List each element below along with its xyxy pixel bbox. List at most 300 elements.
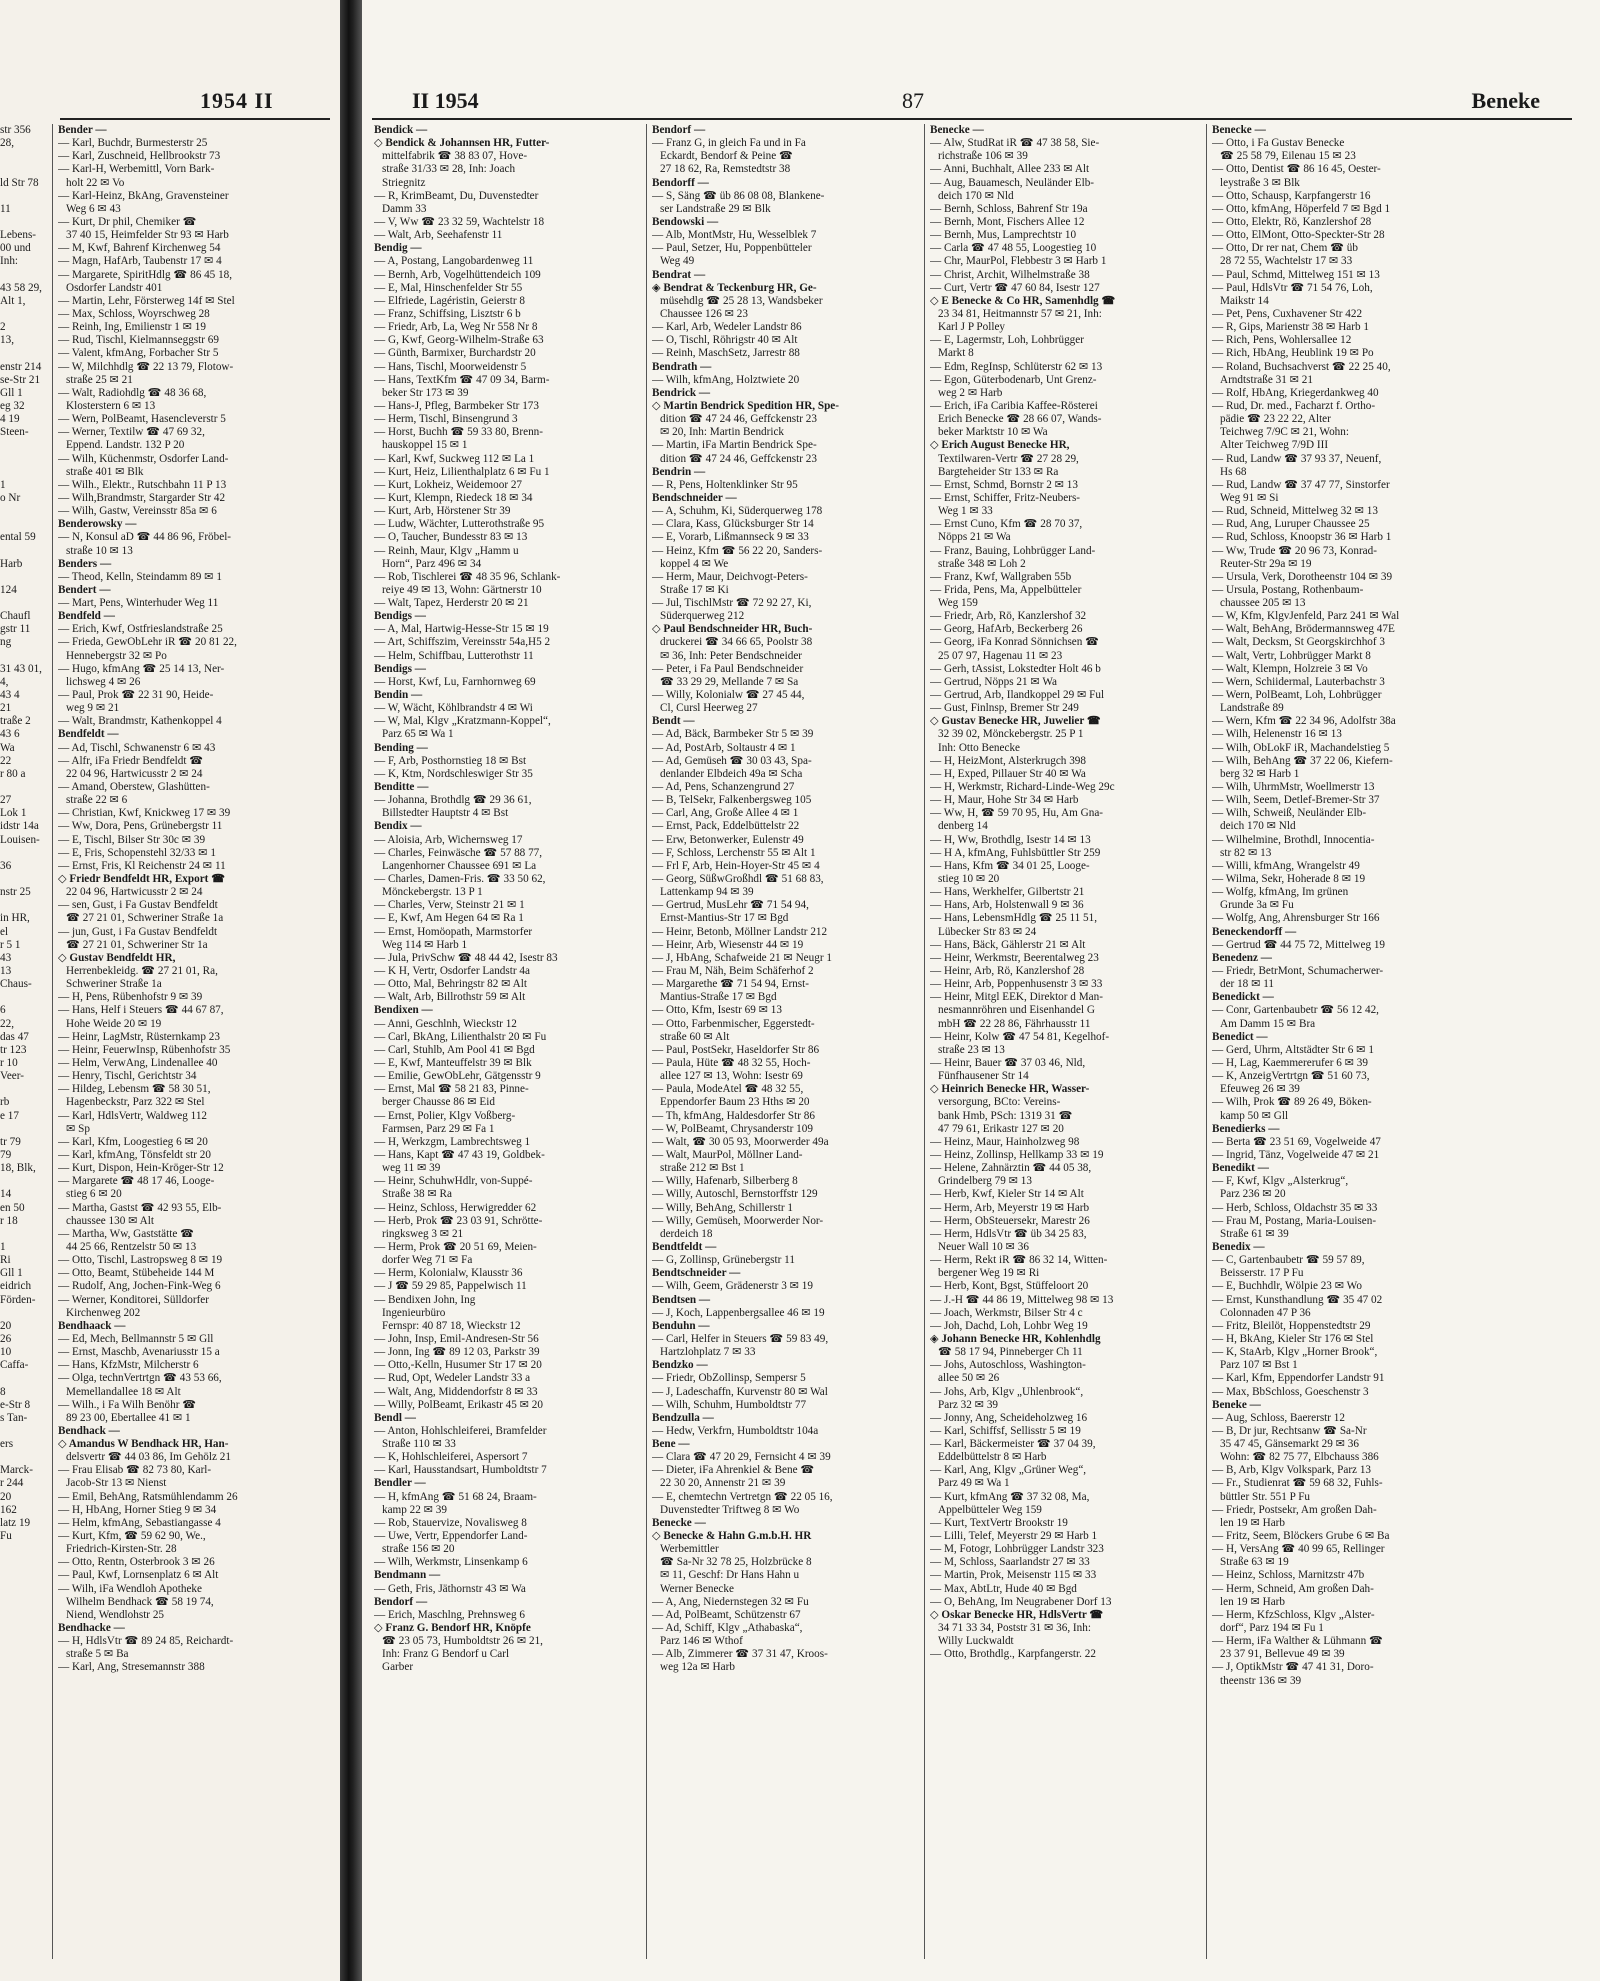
- entry-continuation: Lattenkamp 94 ✉ 39: [660, 886, 754, 899]
- entry-continuation: weg 2 ✉ Harb: [938, 386, 1003, 399]
- directory-entry: — Wilh, Gastw, Vereinsstr 85a ✉ 6: [58, 505, 217, 518]
- directory-entry: — Ernst, Schmd, Bornstr 2 ✉ 13: [930, 478, 1078, 491]
- directory-entry: — John, Insp, Emil-Andresen-Str 56: [374, 1332, 539, 1345]
- surname-heading: Bendhaack —: [58, 1319, 126, 1332]
- margin-fragment: 79: [0, 1148, 12, 1161]
- directory-entry: — Heinr, Arb, Rö, Kanzlershof 28: [930, 965, 1085, 977]
- directory-entry: — Ernst, Polier, Klgv Voßberg-: [374, 1109, 516, 1122]
- margin-fragment: idstr 14a: [0, 820, 39, 833]
- directory-entry: — Karl, Zuschneid, Hellbrookstr 73: [58, 150, 221, 163]
- directory-entry: — Joach, Werkmstr, Bilser Str 4 c: [930, 1306, 1083, 1319]
- directory-entry: — Aloisia, Arb, Wichernsweg 17: [374, 833, 523, 846]
- entry-continuation: Hartzlohplatz 7 ✉ 33: [660, 1346, 756, 1359]
- entry-continuation: beker Str 173 ✉ 39: [382, 386, 469, 399]
- margin-fragment: str 356: [0, 124, 31, 136]
- directory-entry: — Karl, Kfm, Loogestieg 6 ✉ 20: [58, 1135, 208, 1148]
- entry-continuation: ☎ 27 21 01, Schweriner Str 1a: [66, 938, 208, 951]
- directory-entry: — F, Arb, Posthornstieg 18 ✉ Bst: [374, 754, 527, 767]
- surname-heading: Bendler —: [374, 1477, 426, 1490]
- directory-entry: — Herb, Prok ☎ 23 03 91, Schrötte-: [374, 1214, 543, 1227]
- column-divider: [1206, 124, 1207, 1959]
- directory-entry: — Alw, StudRat iR ☎ 47 38 58, Sie-: [930, 137, 1100, 150]
- directory-entry: — Willy, BehAng, Schillerstr 1: [652, 1201, 793, 1214]
- directory-entry: — Rudolf, Ang, Jochen-Fink-Weg 6: [58, 1280, 221, 1293]
- directory-entry: — A, Schuhm, Ki, Süderquerweg 178: [652, 505, 823, 518]
- directory-column-1: [374, 124, 642, 1675]
- margin-fragment: Louisen-: [0, 833, 40, 846]
- margin-fragment: 43 6: [0, 728, 20, 741]
- margin-fragment: 6: [0, 1004, 6, 1017]
- margin-fragment: [0, 991, 48, 1004]
- margin-fragment: [0, 163, 48, 176]
- directory-entry: — Gust, Finlnsp, Bremer Str 249: [930, 702, 1079, 715]
- surname-heading: Bendrick —: [652, 386, 711, 399]
- directory-entry: — Karl, Kwf, Suckweg 112 ✉ La 1: [374, 452, 535, 465]
- directory-entry: — Peter, i Fa Paul Bendschneider: [652, 662, 804, 675]
- entry-continuation: chaussee 205 ✉ 13: [1220, 597, 1306, 610]
- directory-entry: — Heinz, Schloss, Herwigredder 62: [374, 1201, 537, 1214]
- surname-heading: Bendzko —: [652, 1359, 708, 1372]
- directory-entry: — Herm, KfzSchloss, Klgv „Alster-: [1212, 1608, 1375, 1621]
- entry-continuation: 27 18 62, Ra, Remstedtstr 38: [660, 163, 791, 176]
- directory-entry: — K H, Vertr, Osdorfer Landstr 4a: [374, 965, 530, 977]
- entry-continuation: Teichweg 7/9C ✉ 21, Wohn:: [1220, 426, 1349, 439]
- directory-entry: — Wilh, Geem, Grädenerstr 3 ✉ 19: [652, 1280, 813, 1293]
- entry-continuation: Parz 107 ✉ Bst 1: [1220, 1359, 1298, 1372]
- entry-continuation: Mönckebergstr. 13 P 1: [382, 886, 483, 899]
- directory-entry: — Otto, Dentist ☎ 86 16 45, Oester-: [1212, 163, 1381, 176]
- directory-entry: — Herm, Schneid, Am großen Dah-: [1212, 1582, 1374, 1595]
- directory-entry: — Walt, BehAng, Brödermannsweg 47E: [1212, 623, 1395, 636]
- directory-entry: — Friedr, BetrMont, Schumacherwer-: [1212, 965, 1384, 977]
- directory-entry: — Joh, Dachd, Loh, Lohbr Weg 19: [930, 1319, 1088, 1332]
- directory-entry: — Johs, Arb, Klgv „Uhlenbrook“,: [930, 1385, 1084, 1398]
- directory-entry: — Kurt, Kfm, ☎ 59 62 90, We.,: [58, 1530, 206, 1543]
- entry-continuation: Striegnitz: [382, 176, 426, 189]
- directory-entry: — Heinz, Kfm ☎ 56 22 20, Sanders-: [652, 544, 823, 557]
- entry-continuation: Grindelberg 79 ✉ 13: [938, 1175, 1032, 1188]
- directory-entry: — Karl, Ang, Stresemannstr 388: [58, 1661, 205, 1674]
- entry-continuation: len 19 ✉ Harb: [1220, 1595, 1285, 1608]
- directory-entry: — H, HbAng, Horner Stieg 9 ✉ 34: [58, 1503, 217, 1516]
- margin-fragment: 28,: [0, 137, 14, 150]
- entry-continuation: straße 401 ✉ Blk: [66, 465, 144, 478]
- directory-entry: — Herm, Kolonialw, Klausstr 36: [374, 1267, 523, 1280]
- directory-entry: — Jonny, Ang, Scheideholzweg 16: [930, 1411, 1088, 1424]
- directory-entry: — Wilh, iFa Wendloh Apotheke: [58, 1582, 202, 1595]
- margin-fragment: ers: [0, 1438, 14, 1451]
- margin-fragment: 22: [0, 754, 12, 767]
- entry-continuation: Memellandallee 18 ✉ Alt: [66, 1385, 181, 1398]
- directory-entry: — Rud, Tischl, Kielmannseggstr 69: [58, 334, 219, 347]
- surname-heading: Bendfeld —: [58, 610, 115, 623]
- entry-continuation: 22 04 96, Hartwicusstr 2 ✉ 24: [66, 886, 203, 899]
- directory-entry: — Otto, Kfm, Isestr 69 ✉ 13: [652, 1004, 782, 1017]
- directory-entry: — S, Säng ☎ üb 86 08 08, Blankene-: [652, 189, 825, 202]
- directory-entry: — F, Schloss, Lerchenstr 55 ✉ Alt 1: [652, 846, 816, 859]
- margin-fragment: 4,: [0, 675, 9, 688]
- directory-entry: — B, Arb, Klgv Volkspark, Parz 13: [1212, 1464, 1372, 1477]
- entry-continuation: richstraße 106 ✉ 39: [938, 150, 1028, 163]
- directory-entry: — Wilh., i Fa Wilh Benöhr ☎: [58, 1398, 197, 1411]
- directory-entry: — Karl, kfmAng, Tönsfeldt str 20: [58, 1148, 211, 1161]
- directory-entry: — Herm, Rekt iR ☎ 86 32 14, Witten-: [930, 1254, 1108, 1267]
- directory-entry: — Ludw, Wächter, Lutterothstraße 95: [374, 518, 545, 531]
- surname-heading: Bendhacke —: [58, 1622, 125, 1635]
- directory-entry: — Franz, Bauing, Lohbrügger Land-: [930, 544, 1096, 557]
- directory-entry: — Rob, Stauervize, Novalisweg 8: [374, 1516, 527, 1529]
- entry-continuation: Chaussee 126 ✉ 23: [660, 307, 748, 320]
- entry-continuation: Efeuweg 26 ✉ 39: [1220, 1083, 1300, 1096]
- entry-continuation: Am Damm 15 ✉ Bra: [1220, 1017, 1316, 1030]
- directory-entry: — Paula, Hüte ☎ 48 32 55, Hoch-: [652, 1056, 811, 1069]
- surname-heading: Bending —: [374, 741, 428, 754]
- directory-entry: — Otto, kfmAng, Höperfeld 7 ✉ Bgd 1: [1212, 202, 1391, 215]
- entry-continuation: Straße 61 ✉ 39: [1220, 1227, 1289, 1240]
- directory-entry: — Uwe, Vertr, Eppendorfer Land-: [374, 1530, 528, 1543]
- directory-entry: — Herm, HdlsVtr ☎ üb 34 25 83,: [930, 1227, 1087, 1240]
- directory-entry: ◇ Erich August Benecke HR,: [930, 439, 1070, 452]
- directory-entry: — Charles, Verw, Steinstr 21 ✉ 1: [374, 899, 525, 912]
- directory-entry: — Frau M, Postang, Maria-Louisen-: [1212, 1214, 1377, 1227]
- directory-entry: ◇ Franz G. Bendorf HR, Knöpfe: [374, 1622, 531, 1635]
- entry-continuation: Wohn: ☎ 82 75 77, Elbchauss 386: [1220, 1451, 1379, 1464]
- directory-entry: — Clara ☎ 47 20 29, Fernsicht 4 ✉ 39: [652, 1451, 831, 1464]
- directory-entry: — Franz G, in gleich Fa und in Fa: [652, 137, 806, 150]
- directory-entry: — Mart, Pens, Winterhuder Weg 11: [58, 597, 219, 610]
- directory-entry: — Wilh, Küchenmstr, Osdorfer Land-: [58, 452, 229, 465]
- surname-heading: Bendrat —: [652, 268, 706, 281]
- entry-continuation: ☎ 27 21 01, Schweriner Straße 1a: [66, 912, 224, 925]
- entry-continuation: straße 10 ✉ 13: [66, 544, 133, 557]
- directory-entry: — E, Buchhdlr, Wölpie 23 ✉ Wo: [1212, 1280, 1362, 1293]
- directory-entry: — Charles, Damen-Fris. ☎ 33 50 62,: [374, 873, 546, 886]
- directory-entry: — Wilh, BehAng ☎ 37 22 06, Kiefern-: [1212, 754, 1393, 767]
- entry-continuation: 44 25 66, Rentzelstr 50 ✉ 13: [66, 1240, 197, 1253]
- directory-entry: — Herb, Kont, Bgst, Stüffeloort 20: [930, 1280, 1089, 1293]
- margin-fragment: 13,: [0, 334, 14, 347]
- directory-entry: — Willy, PolBeamt, Erikastr 45 ✉ 20: [374, 1398, 543, 1411]
- directory-entry: — Anton, Hohlschleiferei, Bramfelder: [374, 1424, 547, 1437]
- surname-heading: Bendigs —: [374, 662, 426, 675]
- directory-entry: — Charles, Feinwäsche ☎ 57 88 77,: [374, 846, 543, 859]
- entry-continuation: 47 79 61, Erikastr 127 ✉ 20: [938, 1122, 1064, 1135]
- directory-entry: — Martha, Ww, Gaststätte ☎: [58, 1227, 195, 1240]
- entry-continuation: Inh: Franz G Bendorf u Carl: [382, 1648, 510, 1661]
- directory-entry: — Hans, KfzMstr, Milcherstr 6: [58, 1359, 199, 1372]
- directory-entry: — Kurt, kfmAng ☎ 37 32 08, Ma,: [930, 1490, 1090, 1503]
- surname-heading: Bendl —: [374, 1411, 416, 1424]
- directory-entry: — Clara, Kass, Glücksburger Str 14: [652, 518, 814, 531]
- margin-fragment: 10: [0, 1346, 12, 1359]
- directory-entry: — Heinr, Mitgl EEK, Direktor d Man-: [930, 991, 1103, 1004]
- margin-fragment: [0, 190, 48, 203]
- directory-entry: ◇ Gustav Benecke HR, Juwelier ☎: [930, 715, 1101, 728]
- margin-fragment: [0, 781, 48, 794]
- directory-entry: — E, Mal, Hinschenfelder Str 55: [374, 281, 523, 294]
- margin-fragment: 20: [0, 1319, 12, 1332]
- entry-continuation: dorf“, Parz 194 ✉ Fu 1: [1220, 1622, 1324, 1635]
- margin-fragment: Ri: [0, 1254, 11, 1267]
- directory-entry: — Otto, Schausp, Karpfangerstr 16: [1212, 189, 1371, 202]
- entry-continuation: Erich Benecke ☎ 28 66 07, Wands-: [938, 413, 1102, 426]
- directory-entry: — Christ, Archit, Wilhelmstraße 38: [930, 268, 1090, 281]
- directory-entry: — Theod, Kelln, Steindamm 89 ✉ 1: [58, 570, 222, 583]
- entry-continuation: str 82 ✉ 13: [1220, 846, 1272, 859]
- surname-heading: Benedickt —: [1212, 991, 1274, 1004]
- directory-entry: — Karl, HdlsVertr, Waldweg 112: [58, 1109, 208, 1122]
- surname-heading: Bendzulla —: [652, 1411, 714, 1424]
- directory-entry: — Bernh, Schloss, Bahrenf Str 19a: [930, 202, 1088, 215]
- entry-continuation: Garber: [382, 1661, 414, 1674]
- directory-entry: — Th, kfmAng, Haldesdorfer Str 86: [652, 1109, 815, 1122]
- directory-entry: — Wilh,Brandmstr, Stargarder Str 42: [58, 491, 226, 504]
- entry-continuation: dition ☎ 47 24 46, Geffckenstr 23: [660, 452, 817, 465]
- directory-entry: — Hans, Arb, Holstenwall 9 ✉ 36: [930, 899, 1084, 912]
- directory-entry: — Paul, Schmd, Mittelweg 151 ✉ 13: [1212, 268, 1380, 281]
- entry-continuation: denberg 14: [938, 820, 988, 833]
- surname-heading: Benecke —: [652, 1516, 706, 1529]
- directory-entry: ◇ Bendick & Johannsen HR, Futter-: [374, 137, 550, 150]
- directory-entry: — Otto, Beamt, Stübeheide 144 M: [58, 1267, 215, 1280]
- header-rule: [60, 118, 330, 120]
- margin-fragment: [0, 150, 48, 163]
- directory-entry: — Jonn, Ing ☎ 89 12 03, Parkstr 39: [374, 1346, 540, 1359]
- margin-fragment: r 5 1: [0, 938, 21, 951]
- directory-entry: — Herm, Tischl, Binsengrund 3: [374, 413, 518, 426]
- directory-entry: — Martin, iFa Martin Bendrick Spe-: [652, 439, 817, 452]
- margin-fragment: 43 4: [0, 689, 20, 702]
- page-number: 87: [902, 88, 924, 113]
- margin-fragment: 162: [0, 1503, 17, 1516]
- directory-entry: — A, Mal, Hartwig-Hesse-Str 15 ✉ 19: [374, 623, 549, 636]
- margin-fragment: Caffa-: [0, 1359, 29, 1372]
- surname-heading: Bendtschneider —: [652, 1267, 741, 1280]
- directory-entry: — Paul, PostSekr, Haseldorfer Str 86: [652, 1043, 820, 1056]
- directory-entry: — F, Kwf, Klgv „Alsterkrug“,: [1212, 1175, 1349, 1188]
- surname-heading: Bendrath —: [652, 360, 712, 373]
- entry-continuation: Neuer Wall 10 ✉ 36: [938, 1240, 1029, 1253]
- directory-entry: — G, Zollinsp, Grünebergstr 11: [652, 1254, 795, 1267]
- directory-entry: — Hedw, Verkfrn, Humboldtstr 104a: [652, 1424, 819, 1437]
- directory-entry: — Reinh, Ing, Emilienstr 1 ✉ 19: [58, 321, 206, 334]
- margin-fragment: [0, 899, 48, 912]
- entry-continuation: Parz 65 ✉ Wa 1: [382, 728, 454, 741]
- entry-continuation: straße 25 ✉ 21: [66, 373, 133, 386]
- entry-continuation: bergener Weg 19 ✉ Ri: [938, 1267, 1040, 1280]
- directory-entry: — Hans, Bäck, Gählerstr 21 ✉ Alt: [930, 938, 1086, 951]
- entry-continuation: 25 07 97, Hagenau 11 ✉ 23: [938, 649, 1063, 662]
- entry-continuation: Weg 114 ✉ Harb 1: [382, 938, 468, 951]
- margin-fragment: el: [0, 925, 9, 938]
- entry-continuation: 32 39 02, Mönckebergstr. 25 P 1: [938, 728, 1084, 741]
- directory-entry: — O, Taucher, Bundesstr 83 ✉ 13: [374, 531, 528, 544]
- surname-heading: Bendt —: [652, 715, 695, 728]
- margin-fragment: 20: [0, 1490, 12, 1503]
- surname-heading: Bendorff —: [652, 176, 709, 189]
- directory-entry: — Ad, Schiff, Klgv „Athabaska“,: [652, 1622, 803, 1635]
- directory-entry: — Gertrud, MusLehr ☎ 71 54 94,: [652, 899, 809, 912]
- margin-fragment: 8: [0, 1385, 6, 1398]
- surname-heading: Benedikt —: [1212, 1162, 1269, 1175]
- entry-continuation: Hagenbeckstr, Parz 322 ✉ Stel: [66, 1096, 205, 1109]
- entry-continuation: ☎ 58 17 94, Pinneberger Ch 11: [938, 1346, 1083, 1359]
- margin-fragment: [0, 1307, 48, 1320]
- margin-fragment: Marck-: [0, 1464, 33, 1477]
- entry-continuation: kamp 50 ✉ Gll: [1220, 1109, 1289, 1122]
- directory-entry: — Egon, Güterbodenarb, Unt Grenz-: [930, 373, 1097, 386]
- running-head: Beneke: [1471, 88, 1540, 113]
- margin-fragment: Gll 1: [0, 386, 23, 399]
- margin-fragment: tr 123: [0, 1043, 27, 1056]
- surname-heading: Bendigs —: [374, 610, 426, 623]
- directory-entry: — O, Tischl, Röhrigstr 40 ✉ Alt: [652, 334, 798, 347]
- margin-fragment: 4 19: [0, 413, 20, 426]
- column-divider: [646, 124, 647, 1959]
- surname-heading: Benecke —: [1212, 124, 1266, 136]
- margin-fragment: r 10: [0, 1056, 18, 1069]
- surname-heading: Bendig —: [374, 242, 422, 255]
- entry-continuation: straße 23 ✉ 13: [938, 1043, 1005, 1056]
- directory-entry: — Carl, BkAng, Lilienthalstr 20 ✉ Fu: [374, 1030, 547, 1043]
- directory-entry: — Heinr, FeuerwInsp, Rübenhofstr 35: [58, 1043, 231, 1056]
- margin-fragment: 1: [0, 1240, 6, 1253]
- directory-entry: — Wilh, Schweiß, Neuländer Elb-: [1212, 807, 1367, 820]
- directory-entry: — Herb, Kwf, Kieler Str 14 ✉ Alt: [930, 1188, 1084, 1201]
- margin-fragment: [0, 847, 48, 860]
- entry-continuation: Lübecker Str 83 ✉ 24: [938, 925, 1037, 938]
- margin-fragment: Förden-: [0, 1293, 36, 1306]
- directory-entry: — Kurt, Dr phil, Chemiker ☎: [58, 215, 197, 228]
- entry-continuation: Willy Luckwaldt: [938, 1635, 1014, 1648]
- directory-entry: — Frida, Pens, Ma, Appelbütteler: [930, 583, 1082, 596]
- directory-entry: — Hans, Tischl, Moorweidenstr 5: [374, 360, 527, 373]
- margin-fragment: [0, 269, 48, 282]
- margin-fragment: r 80 a: [0, 767, 26, 780]
- directory-entry: — Ernst, Kunsthandlung ☎ 35 47 02: [1212, 1293, 1383, 1306]
- left-margin-fragments: [0, 124, 48, 1543]
- directory-entry: — Ad, Bäck, Barmbeker Str 5 ✉ 39: [652, 728, 814, 741]
- directory-entry: — Margarete ☎ 48 17 46, Looge-: [58, 1175, 215, 1188]
- entry-continuation: Kirchenweg 202: [66, 1306, 141, 1319]
- entry-continuation: Reuter-Str 29a ✉ 19: [1220, 557, 1312, 570]
- margin-fragment: 11: [0, 202, 11, 215]
- margin-fragment: [0, 1175, 48, 1188]
- entry-continuation: Straße 63 ✉ 19: [1220, 1556, 1289, 1569]
- directory-entry: — W, Kfm, KlgvJenfeld, Parz 241 ✉ Wal: [1212, 610, 1400, 623]
- directory-entry: — Rud, Schloss, Knoopstr 36 ✉ Harb 1: [1212, 531, 1392, 544]
- directory-entry: ◇ Amandus W Bendhack HR, Han-: [58, 1438, 229, 1451]
- entry-continuation: Colonnaden 47 P 36: [1220, 1306, 1311, 1319]
- directory-entry: — Ad, Pens, Schanzengrund 27: [652, 781, 795, 794]
- entry-continuation: straße 22 ✉ 6: [66, 794, 128, 807]
- entry-continuation: koppel 4 ✉ We: [660, 557, 729, 570]
- entry-continuation: ☎ 23 05 73, Humboldtstr 26 ✉ 21,: [382, 1635, 543, 1648]
- entry-continuation: Osdorfer Landstr 401: [66, 281, 163, 294]
- entry-continuation: 35 47 45, Gänsemarkt 29 ✉ 36: [1220, 1438, 1359, 1451]
- entry-continuation: stieg 10 ✉ 20: [938, 873, 1000, 886]
- margin-fragment: gstr 11: [0, 623, 31, 636]
- directory-entry: — Fr., Studienrat ☎ 59 68 32, Fuhls-: [1212, 1477, 1383, 1490]
- directory-entry: — Heinr, Arb, Poppenhusenstr 3 ✉ 33: [930, 978, 1103, 991]
- surname-heading: Bendin —: [374, 689, 423, 702]
- directory-entry: — Gertrud, Nöpps 21 ✉ Wa: [930, 675, 1057, 688]
- directory-entry: — Ernst, Maschb, Avenariusstr 15 a: [58, 1346, 220, 1359]
- directory-entry: — Ernst, Schiffer, Fritz-Neubers-: [930, 491, 1081, 504]
- directory-entry: — J.-H ☎ 44 86 19, Mittelweg 98 ✉ 13: [930, 1293, 1114, 1306]
- directory-entry: — H, VersAng ☎ 40 99 65, Rellinger: [1212, 1543, 1385, 1556]
- directory-entry: ◇ Heinrich Benecke HR, Wasser-: [930, 1083, 1090, 1096]
- directory-entry: — Heinr, Werkmstr, Beerentalweg 23: [930, 951, 1099, 964]
- directory-entry: — Werner, Textilw ☎ 47 69 32,: [58, 426, 205, 439]
- entry-continuation: weg 11 ✉ 39: [382, 1162, 441, 1175]
- directory-entry: — Curt, Vertr ☎ 47 60 84, Isestr 127: [930, 281, 1100, 294]
- directory-entry: — Otto, Rentn, Osterbrook 3 ✉ 26: [58, 1556, 215, 1569]
- directory-entry: — Ingrid, Tänz, Vogelweide 47 ✉ 21: [1212, 1148, 1380, 1161]
- directory-entry: — H, HeizMont, Alsterkrugch 398: [930, 754, 1086, 767]
- entry-continuation: berger Chausse 86 ✉ Eid: [382, 1096, 495, 1109]
- margin-fragment: Inh:: [0, 255, 19, 268]
- directory-entry: — W, PolBeamt, Chrysanderstr 109: [652, 1122, 813, 1135]
- directory-entry: — Ad, Tischl, Schwanenstr 6 ✉ 43: [58, 741, 216, 754]
- directory-entry: — H, Ww, Brothdlg, Isestr 14 ✉ 13: [930, 833, 1091, 846]
- directory-entry: — Carl, Stuhlb, Am Pool 41 ✉ Bgd: [374, 1043, 535, 1056]
- directory-entry: — J ☎ 59 29 85, Pappelwisch 11: [374, 1280, 527, 1293]
- directory-entry: — Aug, Schloss, Baererstr 12: [1212, 1411, 1345, 1424]
- directory-entry: — Paul, Setzer, Hu, Poppenbütteler: [652, 242, 812, 255]
- margin-fragment: Veer-: [0, 1070, 24, 1083]
- margin-fragment: eg 32: [0, 399, 25, 412]
- entry-continuation: Eddelbüttelstr 8 ✉ Harb: [938, 1451, 1047, 1464]
- directory-entry: — Gertrud ☎ 44 75 72, Mittelweg 19: [1212, 938, 1386, 951]
- margin-fragment: [0, 453, 48, 466]
- margin-fragment: [0, 1451, 48, 1464]
- directory-entry: — Max, BbSchloss, Goeschenstr 3: [1212, 1385, 1369, 1398]
- entry-continuation: theenstr 136 ✉ 39: [1220, 1674, 1302, 1687]
- margin-fragment: en 50: [0, 1201, 25, 1214]
- directory-entry: — Anni, Geschlnh, Wieckstr 12: [374, 1017, 517, 1030]
- margin-fragment: [0, 439, 48, 452]
- directory-entry: — Heinr, LagMstr, Rüsternkamp 23: [58, 1030, 220, 1043]
- directory-entry: — Rob, Tischlerei ☎ 48 35 96, Schlank-: [374, 570, 561, 583]
- directory-entry: — A, Postang, Langobardenweg 11: [374, 255, 534, 268]
- directory-entry: — Max, Schloss, Woyrschweg 28: [58, 307, 210, 320]
- surname-heading: Bendmann —: [374, 1569, 441, 1582]
- directory-entry: — Wilma, Sekr, Hoherade 8 ✉ 19: [1212, 873, 1366, 886]
- directory-entry: — Wern, PolBeamt, Hasencleverstr 5: [58, 413, 226, 426]
- directory-entry: — Hildeg, Lebensm ☎ 58 30 51,: [58, 1083, 211, 1096]
- margin-fragment: r 18: [0, 1214, 18, 1227]
- directory-entry: — Emilie, GewObLehr, Gätgensstr 9: [374, 1070, 541, 1083]
- directory-entry: — H, Exped, Pillauer Str 40 ✉ Wa: [930, 767, 1086, 780]
- entry-continuation: ✉ 11, Geschf: Dr Hans Hahn u: [660, 1569, 800, 1582]
- entry-continuation: Fünfhausener Str 14: [938, 1070, 1029, 1083]
- directory-entry: — Frau Elisab ☎ 82 73 80, Karl-: [58, 1464, 212, 1477]
- directory-entry: — Georg, SüßwGroßhdl ☎ 51 68 83,: [652, 873, 824, 886]
- directory-entry: — Magn, HafArb, Taubenstr 17 ✉ 4: [58, 255, 222, 268]
- directory-entry: — Heinz, Zollinsp, Hellkamp 33 ✉ 19: [930, 1148, 1104, 1161]
- directory-entry: — Martin, Prok, Meisenstr 115 ✉ 33: [930, 1569, 1097, 1582]
- entry-continuation: Straße 38 ✉ Ra: [382, 1188, 452, 1201]
- directory-entry: — Walt, MaurPol, Möllner Land-: [652, 1148, 803, 1161]
- directory-entry: — Paul, Prok ☎ 22 31 90, Heide-: [58, 689, 214, 702]
- entry-continuation: Eppendorfer Baum 23 Hths ✉ 20: [660, 1096, 810, 1109]
- entry-continuation: Bargteheider Str 133 ✉ Ra: [938, 465, 1059, 478]
- directory-entry: — Carl, Helfer in Steuers ☎ 59 83 49,: [652, 1332, 829, 1345]
- margin-fragment: latz 19: [0, 1516, 31, 1529]
- directory-entry: — H A, kfmAng, Fuhlsbüttler Str 259: [930, 846, 1101, 859]
- surname-heading: Bendorf —: [374, 1595, 428, 1608]
